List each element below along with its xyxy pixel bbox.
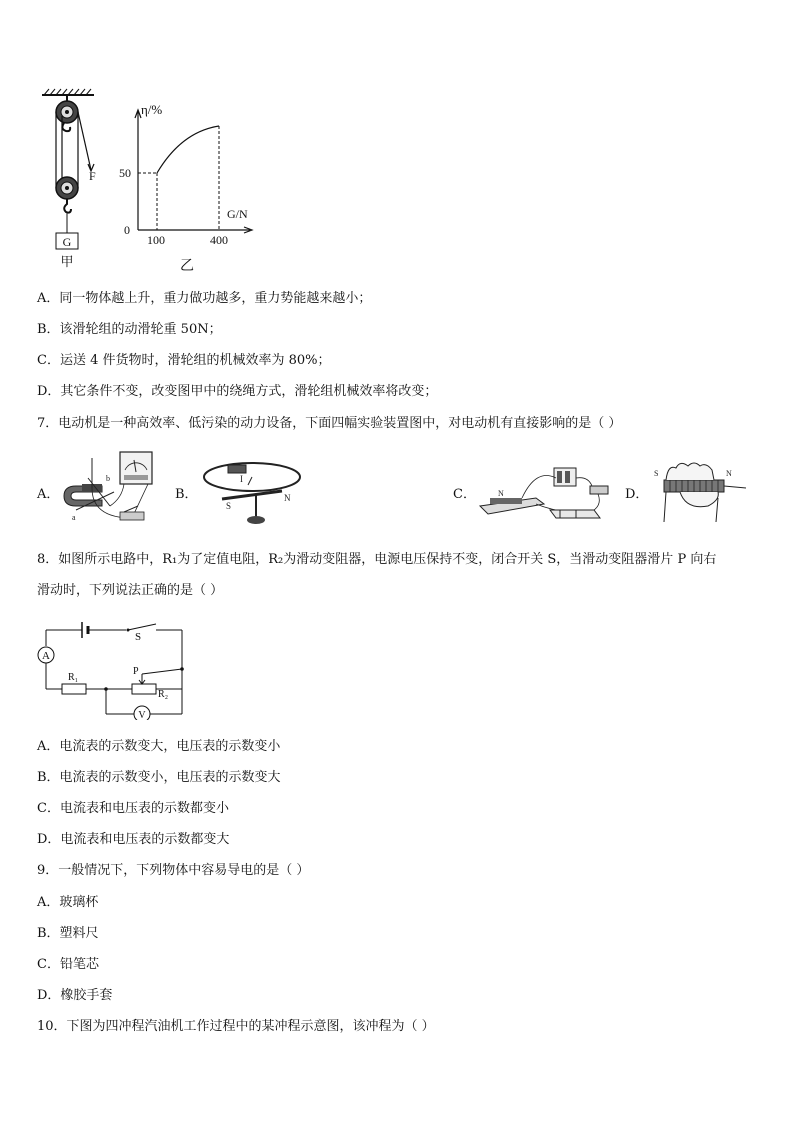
q9-option-a: A．玻璃杯 [37, 895, 99, 910]
x-axis-label: G/N [227, 207, 248, 221]
q7-figure-b [200, 455, 305, 530]
svg-text:b: b [106, 474, 110, 483]
q7-stem: 7．电动机是一种高效率、低污染的动力设备，下面四幅实验装置图中，对电动机有直接影响的是（ ） [37, 416, 622, 431]
r2-label: R₂ [158, 689, 169, 700]
pulley-figure [36, 88, 116, 273]
q6-option-a: A．同一物体越上升，重力做功越多，重力势能越来越小； [37, 291, 372, 306]
ammeter-label: A [42, 650, 50, 662]
q6-option-b: B．该滑轮组的动滑轮重 50N； [37, 322, 222, 337]
caption-jia: 甲 [60, 254, 74, 269]
q7-label-b: B． [175, 487, 198, 502]
weight-label: G [62, 235, 72, 249]
switch-label: S [135, 631, 142, 643]
q7-label-c: C． [453, 487, 476, 502]
force-label: F [89, 169, 96, 183]
q8-stem-line2: 滑动时，下列说法正确的是（ ） [37, 583, 224, 598]
x-tick-400: 400 [210, 233, 228, 247]
y-axis-label: η/% [141, 102, 163, 117]
q6-option-d: D．其它条件不变，改变图甲中的绕绳方式，滑轮组机械效率将改变； [37, 384, 438, 399]
q7-figure-d [650, 458, 750, 528]
y-tick-50: 50 [119, 166, 131, 180]
q9-option-c: C．铅笔芯 [37, 957, 99, 972]
q9-option-d: D．橡胶手套 [37, 988, 113, 1003]
voltmeter-label: V [138, 710, 146, 720]
efficiency-curve [157, 126, 219, 173]
origin-label: 0 [124, 223, 130, 237]
efficiency-graph [118, 98, 258, 276]
svg-text:N: N [284, 493, 291, 503]
svg-text:S: S [654, 469, 659, 478]
slider-label: P [133, 666, 139, 677]
q7-figure-c [476, 458, 614, 523]
caption-yi: 乙 [180, 259, 194, 274]
svg-text:I: I [240, 474, 243, 484]
q6-option-c: C．运送 4 件货物时，滑轮组的机械效率为 80%； [37, 353, 331, 368]
svg-text:N: N [726, 469, 732, 478]
q8-option-a: A．电流表的示数变大，电压表的示数变小 [37, 739, 281, 754]
r1-label: R₁ [68, 672, 79, 683]
q9-option-b: B．塑料尺 [37, 926, 99, 941]
svg-text:a: a [72, 513, 76, 522]
svg-text:S: S [226, 501, 232, 511]
q7-label-d: D． [625, 487, 649, 502]
q8-circuit [34, 618, 194, 720]
q8-stem-line1: 8．如图所示电路中，R₁为了定值电阻，R₂为滑动变阻器，电源电压保持不变，闭合开关 S，当滑动变阻器滑片 P 向右 [37, 552, 717, 567]
q8-option-b: B．电流表的示数变小，电压表的示数变大 [37, 770, 281, 785]
q10-stem: 10．下图为四冲程汽油机工作过程中的某冲程示意图，该冲程为（ ） [37, 1019, 435, 1034]
q7-figure-a [62, 448, 162, 528]
q7-label-a: A． [37, 487, 60, 502]
q8-option-d: D．电流表和电压表的示数都变大 [37, 832, 230, 847]
q9-stem: 9．一般情况下，下列物体中容易导电的是（ ） [37, 863, 310, 878]
svg-text:N: N [498, 489, 504, 498]
x-tick-100: 100 [147, 233, 165, 247]
q8-option-c: C．电流表和电压表的示数都变小 [37, 801, 229, 816]
